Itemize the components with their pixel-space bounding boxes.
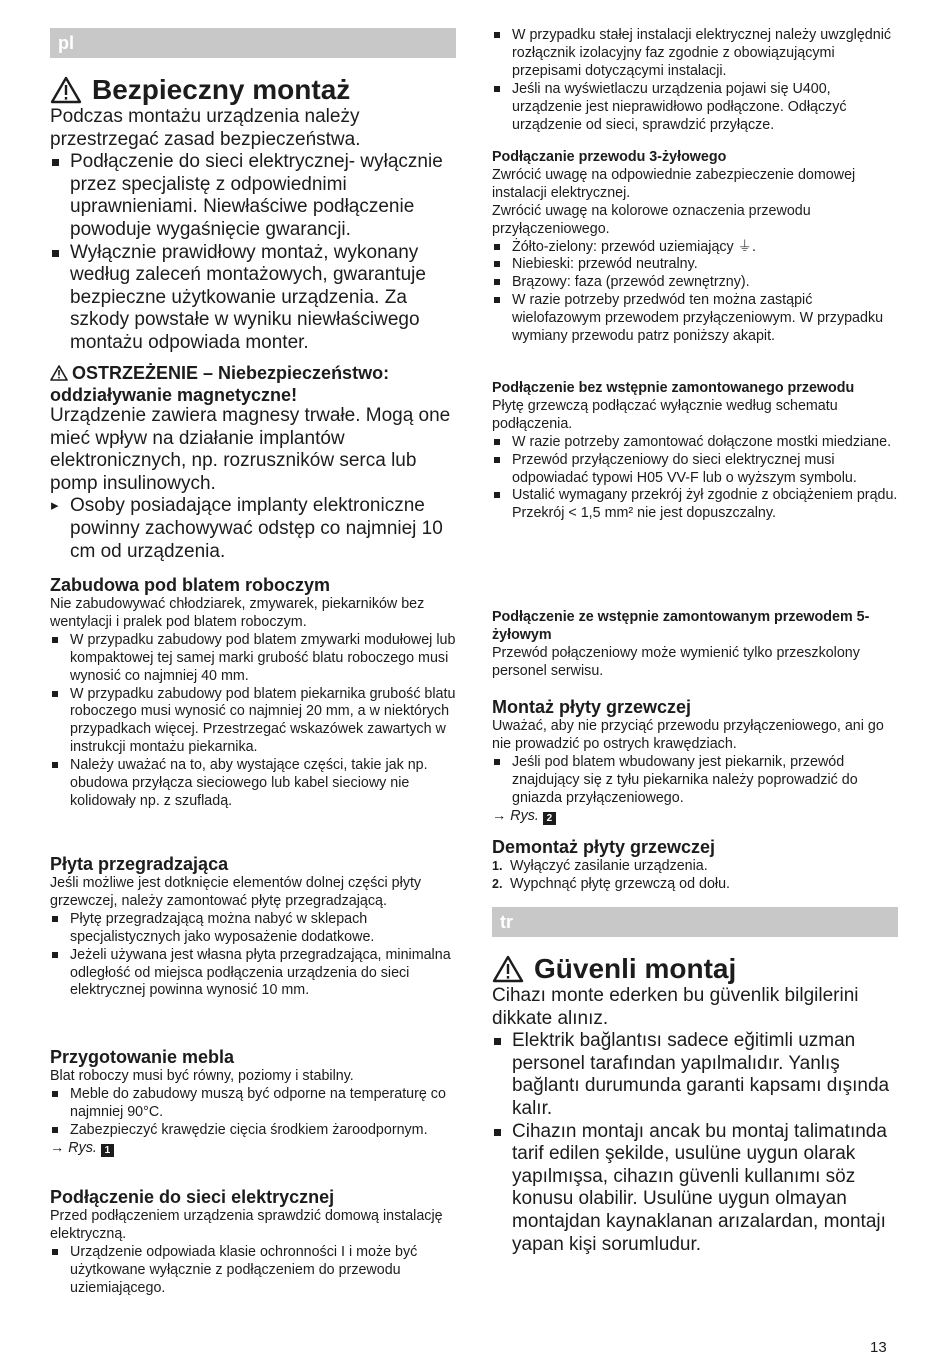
intro-paragraph: Podczas montażu urządzenia należy przestrzegać zasad bezpieczeństwa.: [50, 106, 361, 150]
section-heading: Demontaż płyty grzewczej: [492, 837, 716, 857]
step-text: Wyłączyć zasilanie urządzenia.: [510, 858, 708, 874]
section-dismounting: [492, 837, 898, 894]
figure-number-badge: 2: [543, 812, 556, 825]
section-5-wire: [492, 609, 898, 681]
section-heading: Podłączenie ze wstępnie zamontowanym przewodem 5-żyłowym: [492, 609, 870, 643]
warning-paragraph: Urządzenie zawiera magnesy trwałe. Mogą one mieć wpływ na działanie implantów elektronicznych, np. rozruszników serca lub pomp insulinowych.: [50, 405, 451, 494]
top-list-block: [492, 27, 898, 134]
section-partition-plate: [50, 854, 456, 1000]
figure-reference-text: → Rys.: [50, 1139, 97, 1156]
section-paragraph: Blat roboczy musi być równy, poziomy i stabilny.: [50, 1068, 354, 1084]
section-paragraph: Zwrócić uwagę na kolorowe oznaczenia przewodu przyłączeniowego.: [492, 202, 811, 237]
title-text: Güvenli montaj: [534, 953, 737, 984]
section-heading: Podłączanie przewodu 3-żyłowego: [492, 149, 727, 165]
intro-text: [50, 106, 456, 355]
step-number: 1.: [492, 859, 503, 873]
section-3-wire: [492, 149, 898, 346]
list-item: Żółto-zielony: przewód uziemiający ⏚.: [492, 239, 898, 257]
figure-reference-text: → Rys.: [492, 807, 539, 824]
list-item: Niebieski: przewód neutralny.: [492, 256, 898, 274]
section-heading: Podłączenie bez wstępnie zamontowanego przewodu: [492, 380, 855, 396]
section-heading: Przygotowanie mebla: [50, 1047, 235, 1067]
section-list: [492, 239, 898, 346]
section-heading: Podłączenie do sieci elektrycznej: [50, 1187, 335, 1207]
list-item: Brązowy: faza (przewód zewnętrzny).: [492, 274, 898, 292]
section-title: [492, 952, 898, 986]
section-title: [50, 73, 456, 107]
list-item: Cihazın montajı ancak bu montaj talimatında tarif edilen şekilde, usulüne uygun olarak yapılmışsa, cihazın güvenli kullanımı söz konusu olabilir. Usulüne uygun olmayan montajdan kaynaklanan arızalardan, montajı yapan kişi sorumludur.: [492, 1121, 898, 1257]
list-item: W przypadku zabudowy pod blatem zmywarki modułowej lub kompaktowej tej samej marki grubość blatu roboczego musi wynosić co najmniej 40 mm.: [50, 632, 456, 686]
language-code: tr: [500, 912, 513, 932]
list-item: Elektrik bağlantısı sadece eğitimli uzman personel tarafından yapılmalıdır. Yanlış bağlantı durumunda garanti kapsamı dışında kalır.: [492, 1030, 898, 1120]
language-bar-pl: [50, 28, 456, 58]
section-list: [50, 632, 456, 811]
list-item: Płytę przegradzającą można nabyć w sklepach specjalistycznych jako wyposażenie dodatkowe.: [50, 911, 456, 947]
section-heading: Płyta przegradzająca: [50, 854, 229, 874]
language-bar-tr: [492, 907, 898, 937]
step-item: [492, 876, 898, 894]
section-list: [492, 754, 898, 808]
section-paragraph: Uważać, aby nie przyciąć przewodu przyłączeniowego, ani go nie prowadzić po ostrych krawędziach.: [492, 718, 884, 752]
section-mounting: [492, 697, 898, 825]
section-heading: Montaż płyty grzewczej: [492, 697, 692, 717]
figure-reference: [492, 808, 898, 826]
warning-heading-text: OSTRZEŻENIE – Niebezpieczeństwo: oddziaływanie magnetyczne!: [50, 363, 390, 405]
step-text: Wypchnąć płytę grzewczą od dołu.: [510, 875, 730, 892]
section-paragraph: Przewód połączeniowy może wymienić tylko przeszkolony personel serwisu.: [492, 644, 860, 679]
section-list: [492, 434, 898, 524]
list-item: W przypadku stałej instalacji elektrycznej należy uwzględnić rozłącznik izolacyjny faz zgodnie z obowiązującymi przepisami dotyczącymi instalacji.: [492, 27, 898, 81]
step-number: 2.: [492, 876, 503, 891]
section-furniture-prep: [50, 1047, 456, 1158]
list-item: Ustalić wymagany przekrój żył zgodnie z obciążeniem prądu. Przekrój < 1,5 mm² nie jest dopuszczalny.: [492, 487, 898, 523]
steps-list: [492, 858, 898, 894]
safety-list: [50, 151, 456, 354]
list-item: Jeśli pod blatem wbudowany jest piekarnik, przewód znajdujący się z tyłu piekarnika należy poprowadzić do gniazda przyłączeniowego.: [492, 754, 898, 808]
page-number: 13: [870, 1339, 887, 1356]
action-item: ▸ Osoby posiadające implanty elektroniczne powinny zachowywać odstęp co najmniej 10 cm od urządzenia.: [50, 495, 456, 563]
tr-intro-text: [492, 985, 898, 1256]
list-item: Zabezpieczyć krawędzie cięcia środkiem żaroodpornym.: [50, 1122, 456, 1140]
section-electrical-connection: [50, 1187, 456, 1298]
warning-triangle-icon: [50, 76, 82, 104]
section-under-counter: [50, 575, 456, 811]
language-code: pl: [58, 33, 74, 53]
list-item: Jeżeli używana jest własna płyta przegradzająca, minimalna odległość od miejsca podłączenia urządzenia do sieci elektrycznej powinna wynosić 10 mm.: [50, 947, 456, 1001]
section-paragraph: Jeśli możliwe jest dotknięcie elementów dolnej części płyty grzewczej, należy zamontować płytę przegradzającą.: [50, 875, 422, 909]
list-item: W razie potrzeby przedwód ten można zastąpić wielofazowym przewodem przyłączeniowym. W przypadku wymiany przewodu patrz poniższy akapit.: [492, 292, 898, 346]
safety-list: [492, 1030, 898, 1256]
warning-triangle-icon: [50, 365, 68, 381]
list-item: Podłączenie do sieci elektrycznej- wyłącznie przez specjalistę z odpowiednimi uprawnieniami. Niewłaściwe podłączenie powoduje wygaśnięcie gwarancji.: [50, 151, 456, 241]
section-no-cable: [492, 380, 898, 523]
figure-number-badge: 1: [101, 1144, 114, 1157]
section-list: [50, 1086, 456, 1140]
section-paragraph: Płytę grzewczą podłączać wyłącznie według schematu podłączenia.: [492, 397, 838, 432]
section-list: [50, 1244, 456, 1298]
title-text: Bezpieczny montaż: [92, 74, 351, 105]
section-paragraph: Nie zabudowywać chłodziarek, zmywarek, piekarników bez wentylacji i pralek pod blatem roboczym.: [50, 596, 425, 630]
list-item: Wyłącznie prawidłowy montaż, wykonany według zaleceń montażowych, gwarantuje bezpieczne użytkowanie urządzenia. Za szkody powstałe w wyniku niewłaściwego montażu odpowiada monter.: [50, 242, 456, 355]
section-list: [50, 911, 456, 1001]
section-paragraph: Zwrócić uwagę na odpowiednie zabezpieczenie domowej instalacji elektrycznej.: [492, 166, 856, 201]
section-list: [492, 27, 898, 134]
list-item: Urządzenie odpowiada klasie ochronności I i może być użytkowane wyłącznie z podłączeniem do przewodu uziemiającego.: [50, 1244, 456, 1298]
warning-heading: [50, 362, 456, 406]
list-item: Meble do zabudowy muszą być odporne na temperaturę co najmniej 90°C.: [50, 1086, 456, 1122]
warning-action-list: [50, 495, 456, 563]
list-item: W przypadku zabudowy pod blatem piekarnika grubość blatu roboczego musi wynosić co najmniej 20 mm, a w niektórych przypadkach więcej. Przestrzegać wskazówek zawartych w instrukcji montażu piekarnika.: [50, 686, 456, 758]
list-item: Jeśli na wyświetlaczu urządzenia pojawi się U400, urządzenie jest nieprawidłowo podłączone. Odłączyć urządzenie od sieci, sprawdzić przyłącze.: [492, 81, 898, 135]
warning-body: [50, 405, 456, 563]
intro-paragraph: Cihazı monte ederken bu güvenlik bilgilerini dikkate alınız.: [492, 985, 859, 1029]
warning-triangle-icon: [492, 955, 524, 983]
section-heading: Zabudowa pod blatem roboczym: [50, 575, 331, 595]
list-item: Należy uważać na to, aby wystające części, takie jak np. obudowa przyłącza sieciowego lub kabel sieciowy nie kolidowały np. z szufladą.: [50, 757, 456, 811]
list-item: W razie potrzeby zamontować dołączone mostki miedziane.: [492, 434, 898, 452]
section-paragraph: Przed podłączeniem urządzenia sprawdzić domową instalację elektryczną.: [50, 1208, 443, 1242]
figure-reference: [50, 1140, 456, 1158]
step-item: [492, 858, 898, 876]
list-item: Przewód przyłączeniowy do sieci elektrycznej musi odpowiadać typowi H05 VV-F lub o wyższym symbolu.: [492, 452, 898, 488]
